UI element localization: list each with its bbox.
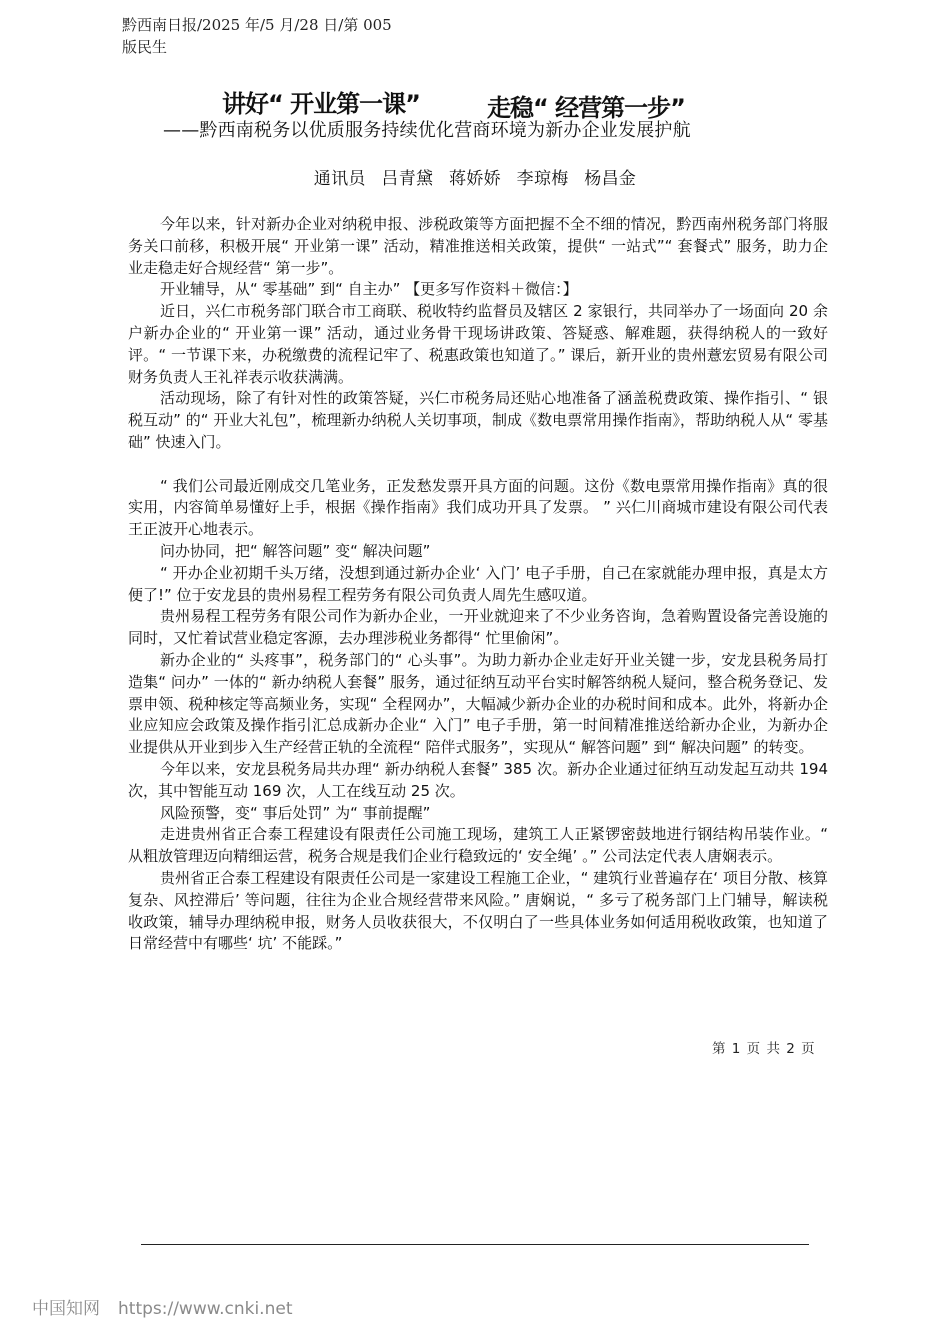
page-indicator: 第 1 页 共 2 页: [712, 1041, 815, 1057]
article-body: [128, 214, 828, 955]
paragraph: 活动现场，除了有针对性的政策答疑，兴仁市税务局还贴心地准备了涵盖税费政策、操作指引、“ 银税互动” 的“ 开业大礼包”，梳理新办纳税人关切事项，制成《数电票常用操作指南》，帮助纳税人从“ 零基础” 快速入门。: [128, 389, 828, 451]
watermark-footer: [32, 1294, 292, 1319]
byline-author: 蒋娇娇: [449, 169, 501, 189]
paragraph: 新办企业的“ 头疼事”，税务部门的“ 心头事”。为助力新办企业走好开业关键一步，安龙县税务局打造集“ 问办” 一体的“ 新办纳税人套餐” 服务，通过征纳互动平台实时解答纳税人疑问，整合税务登记、发票申领、税种核定等高频业务，实现“ 全程网办”，大幅减少新办企业的办税时间和成本。此外，将新办企业应知应会政策及操作指引汇总成新办企业“ 入门” 电子手册，第一时间精准推送给新办企业，为新办企业提供从开业到步入生产经营正轨的全流程“ 陪伴式服务”，实现从“ 解答问题” 到“ 解决问题” 的转变。: [128, 650, 828, 757]
byline-role: 通讯员: [313, 169, 366, 189]
section-heading: 开业辅导，从“ 零基础” 到“ 自主办” 【更多写作资料＋微信：】: [160, 280, 578, 299]
paragraph: 贵州省正合泰工程建设有限责任公司是一家建设工程施工企业，“ 建筑行业普遍存在‘ 项目分散、核算复杂、风控滞后’ 等问题，往往为企业合规经营带来风险。” 唐娴说，“ 多亏了税务部门上门辅导，解读税收政策，辅导办理纳税申报，财务人员收获很大，不仅明白了一些具体业务如何适用税收政策，也知道了日常经营中有哪些‘ 坑’ 不能踩。”: [128, 868, 828, 953]
paragraph: “ 我们公司最近刚成交几笔业务，正发愁发票开具方面的问题。这份《数电票常用操作指南》真的很实用，内容简单易懂好上手，根据《操作指南》我们成功开具了发票。 ” 兴仁川商城市建设有限公司代表王正波开心地表示。: [128, 476, 828, 539]
paragraph: 贵州易程工程劳务有限公司作为新办企业，一开业就迎来了不少业务咨询，急着购置设备完善设施的同时，又忙着试营业稳定客源，去办理涉税业务都得“ 忙里偷闲”。: [128, 607, 828, 648]
paragraph: 今年以来，针对新办企业对纳税申报、涉税政策等方面把握不全不细的情况，黔西南州税务部门将服务关口前移，积极开展“ 开业第一课” 活动，精准推送相关政策，提供“ 一站式”“ 套餐式” 服务，助力企业走稳走好合规经营“ 第一步”。: [128, 215, 828, 277]
section-heading: 风险预警，变“ 事后处罚” 为“ 事前提醒”: [160, 803, 431, 822]
byline-author: 李琼梅: [516, 169, 569, 189]
byline-author: 杨昌金: [584, 169, 637, 189]
paragraph: 今年以来，安龙县税务局共办理“ 新办纳税人套餐” 385 次。新办企业通过征纳互动发起互动共 194 次，其中智能互动 169 次，人工在线互动 25 次。: [128, 759, 828, 800]
paragraph: 近日，兴仁市税务部门联合市工商联、税收特约监督员及辖区 2 家银行，共同举办了一场面向 20 余户新办企业的“ 开业第一课” 活动，通过业务骨干现场讲政策、答疑惑、解难题，获得纳税人的一致好评。“ 一节课下来，办税缴费的流程记牢了、税惠政策也知道了。” 课后，新开业的贵州薏宏贸易有限公司财务负责人王礼祥表示收获满满。: [128, 302, 828, 386]
publication-info-line2: 版民生: [122, 38, 168, 56]
footer-divider: [141, 1244, 809, 1245]
cnki-url[interactable]: https://www.cnki.net: [118, 1299, 293, 1319]
paragraph: 走进贵州省正合泰工程建设有限责任公司施工现场，建筑工人正紧锣密鼓地进行钢结构吊装作业。“ 从粗放管理迈向精细运营，税务合规是我们企业行稳致远的‘ 安全绳’ 。” 公司法定代表人唐娴表示。: [128, 825, 828, 866]
paragraph: “ 开办企业初期千头万绪，没想到通过新办企业‘ 入门’ 电子手册，自己在家就能办理申报，真是太方便了!” 位于安龙县的贵州易程工程劳务有限公司负责人周先生感叹道。: [128, 563, 828, 604]
publication-header: [122, 14, 392, 58]
byline-author: 吕青黛: [381, 169, 434, 189]
byline: [0, 166, 950, 192]
section-heading: 问办协同，把“ 解答问题” 变“ 解决问题”: [160, 541, 431, 560]
article-title-part1: 讲好“ 开业第一课”: [222, 90, 420, 118]
article-subtitle: ——黔西南税务以优质服务持续优化营商环境为新办企业发展护航: [163, 120, 691, 141]
publication-info-line1: 黔西南日报/2025 年/5 月/28 日/第 005: [122, 16, 392, 34]
cnki-brand: 中国知网: [32, 1299, 100, 1319]
article-title-part2: 走稳“ 经营第一步”: [487, 94, 685, 122]
article-title: [0, 84, 950, 122]
